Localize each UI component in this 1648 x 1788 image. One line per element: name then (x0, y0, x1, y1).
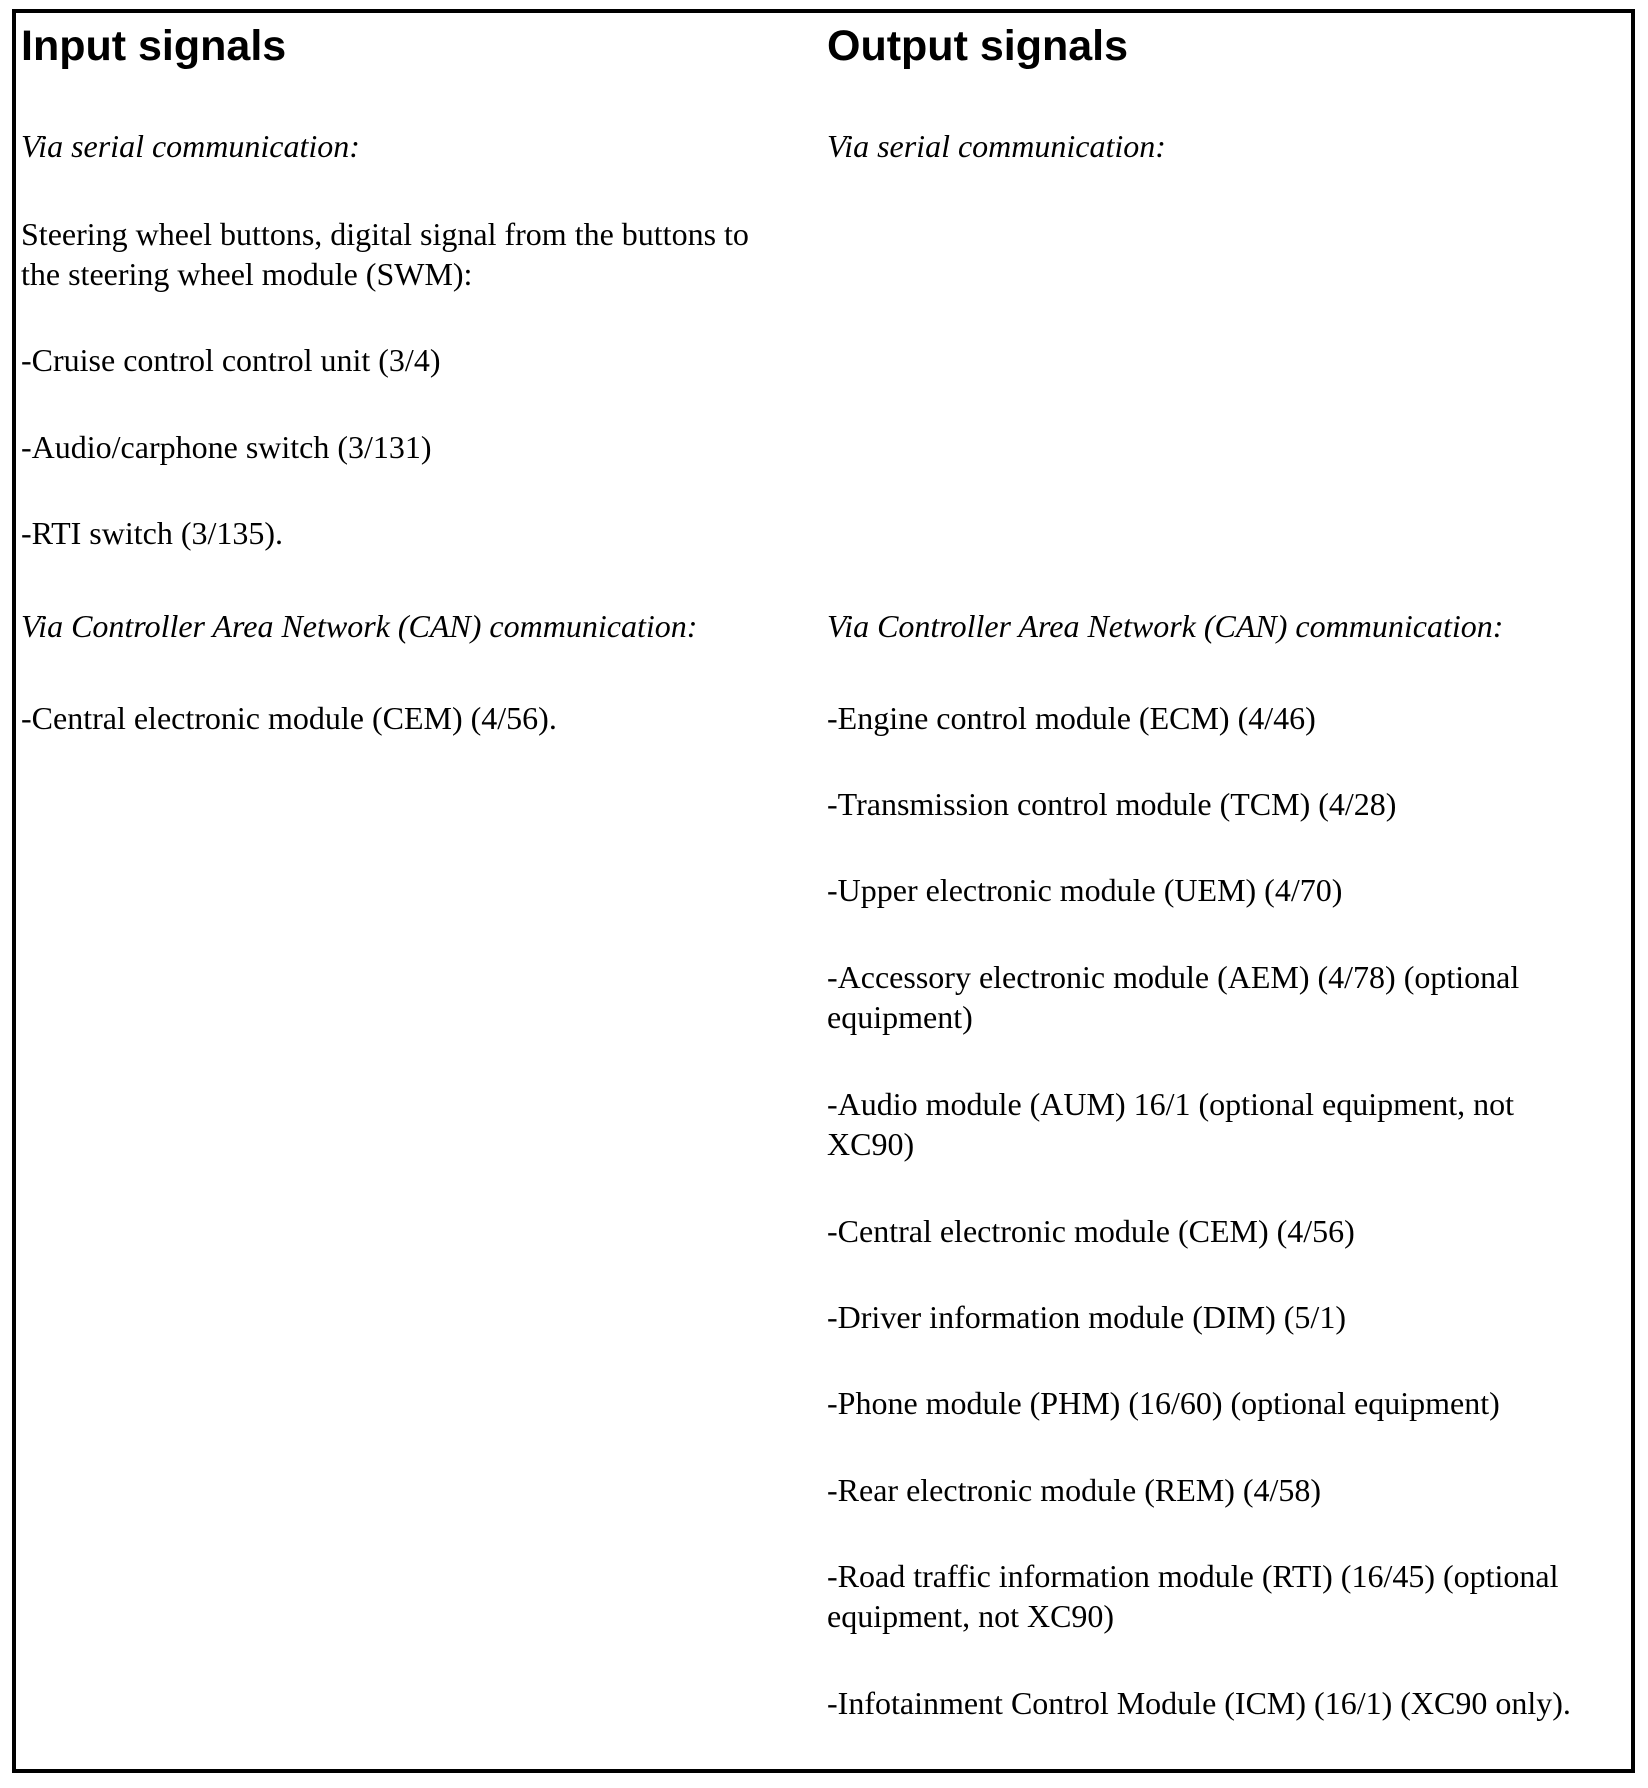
output-can-label: Via Controller Area Network (CAN) communication: (827, 608, 1504, 644)
output-can-item-rti-line-1: -Road traffic information module (RTI) (16/45) (optional (827, 1558, 1559, 1594)
output-can-item-aem-line-2: equipment) (827, 999, 973, 1035)
output-signals-heading: Output signals (827, 22, 1128, 70)
input-can-item-cem: -Central electronic module (CEM) (4/56). (21, 700, 557, 736)
output-can-item-rem: -Rear electronic module (REM) (4/58) (827, 1472, 1322, 1508)
output-signals-column (827, 13, 1627, 1769)
output-serial-label: Via serial communication: (827, 128, 1166, 164)
input-signals-column (21, 13, 811, 1769)
output-can-item-rti-line-2: equipment, not XC90) (827, 1598, 1115, 1634)
output-can-item-icm: -Infotainment Control Module (ICM) (16/1) (XC90 only). (827, 1685, 1571, 1721)
output-can-item-ecm: -Engine control module (ECM) (4/46) (827, 700, 1316, 736)
input-serial-item-rti-switch: -RTI switch (3/135). (21, 515, 284, 551)
output-can-item-aem-line-1: -Accessory electronic module (AEM) (4/78) (optional (827, 959, 1520, 995)
output-can-item-cem: -Central electronic module (CEM) (4/56) (827, 1213, 1355, 1249)
input-can-label: Via Controller Area Network (CAN) communication: (21, 608, 698, 644)
output-can-item-uem: -Upper electronic module (UEM) (4/70) (827, 872, 1343, 908)
input-steering-description-line-1: Steering wheel buttons, digital signal from the buttons to (21, 216, 749, 252)
input-steering-description-line-2: the steering wheel module (SWM): (21, 256, 473, 292)
input-serial-item-audio-carphone: -Audio/carphone switch (3/131) (21, 429, 432, 465)
output-can-item-phm: -Phone module (PHM) (16/60) (optional equipment) (827, 1385, 1500, 1421)
output-can-item-aum-line-2: XC90) (827, 1126, 915, 1162)
output-can-item-aum-line-1: -Audio module (AUM) 16/1 (optional equipment, not (827, 1086, 1515, 1122)
output-can-item-tcm: -Transmission control module (TCM) (4/28) (827, 786, 1397, 822)
output-can-item-dim: -Driver information module (DIM) (5/1) (827, 1299, 1346, 1335)
signals-table (12, 9, 1635, 1773)
input-serial-item-cruise-control: -Cruise control control unit (3/4) (21, 342, 441, 378)
input-signals-heading: Input signals (21, 22, 287, 70)
input-serial-label: Via serial communication: (21, 128, 360, 164)
